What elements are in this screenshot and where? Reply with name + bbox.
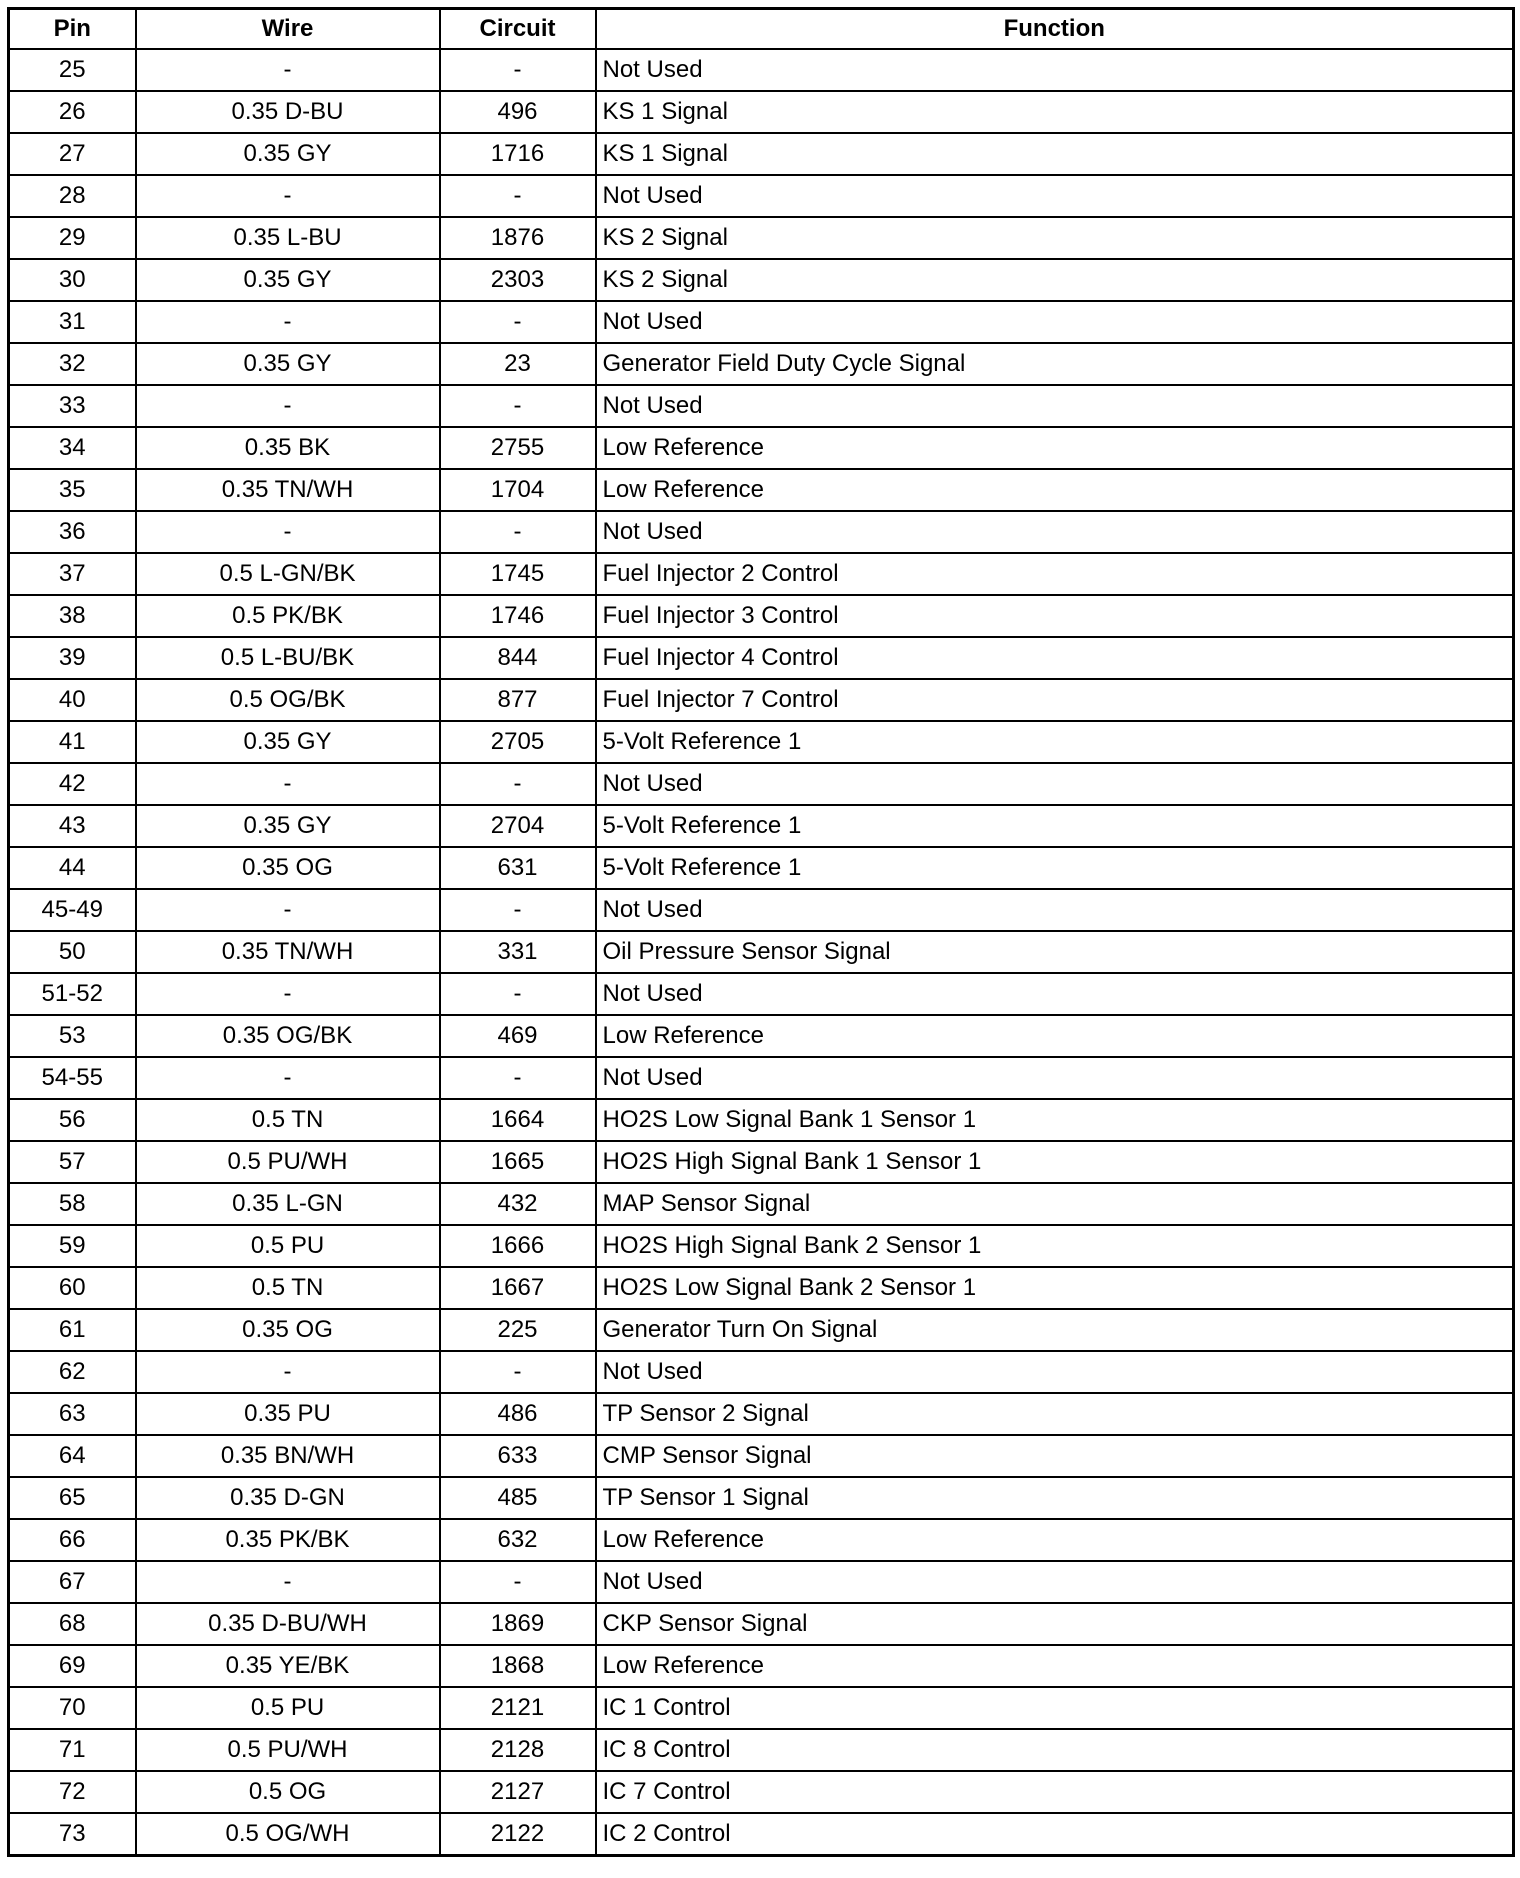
- cell-pin: 66: [9, 1519, 136, 1561]
- table-body: [9, 49, 1514, 1856]
- cell-pin: 62: [9, 1351, 136, 1393]
- cell-function: KS 2 Signal: [596, 259, 1514, 301]
- cell-function: TP Sensor 2 Signal: [596, 1393, 1514, 1435]
- table-row: [9, 973, 1514, 1015]
- header-function: Function: [596, 9, 1514, 50]
- cell-circuit: -: [440, 763, 596, 805]
- table-row: [9, 1477, 1514, 1519]
- cell-wire: 0.5 OG/WH: [136, 1813, 440, 1856]
- table-row: [9, 1435, 1514, 1477]
- cell-pin: 68: [9, 1603, 136, 1645]
- cell-circuit: 1666: [440, 1225, 596, 1267]
- cell-function: Not Used: [596, 1351, 1514, 1393]
- cell-circuit: 2755: [440, 427, 596, 469]
- cell-function: IC 2 Control: [596, 1813, 1514, 1856]
- cell-wire: 0.35 GY: [136, 343, 440, 385]
- table-row: [9, 721, 1514, 763]
- cell-pin: 56: [9, 1099, 136, 1141]
- table-row: [9, 1183, 1514, 1225]
- cell-wire: -: [136, 763, 440, 805]
- cell-wire: -: [136, 385, 440, 427]
- cell-circuit: 432: [440, 1183, 596, 1225]
- table-row: [9, 637, 1514, 679]
- table-row: [9, 1015, 1514, 1057]
- cell-function: KS 2 Signal: [596, 217, 1514, 259]
- cell-wire: 0.35 D-BU: [136, 91, 440, 133]
- cell-wire: 0.35 TN/WH: [136, 469, 440, 511]
- cell-circuit: 632: [440, 1519, 596, 1561]
- cell-circuit: 331: [440, 931, 596, 973]
- cell-wire: 0.5 PU/WH: [136, 1141, 440, 1183]
- table-row: [9, 1603, 1514, 1645]
- cell-wire: 0.35 GY: [136, 805, 440, 847]
- cell-function: IC 1 Control: [596, 1687, 1514, 1729]
- cell-pin: 59: [9, 1225, 136, 1267]
- table-row: [9, 301, 1514, 343]
- cell-pin: 36: [9, 511, 136, 553]
- table-row: [9, 1225, 1514, 1267]
- cell-function: HO2S Low Signal Bank 2 Sensor 1: [596, 1267, 1514, 1309]
- cell-circuit: 2121: [440, 1687, 596, 1729]
- cell-wire: 0.35 YE/BK: [136, 1645, 440, 1687]
- cell-pin: 27: [9, 133, 136, 175]
- cell-wire: 0.5 PU: [136, 1687, 440, 1729]
- cell-wire: 0.5 L-BU/BK: [136, 637, 440, 679]
- cell-pin: 33: [9, 385, 136, 427]
- cell-pin: 31: [9, 301, 136, 343]
- cell-function: CMP Sensor Signal: [596, 1435, 1514, 1477]
- cell-function: Fuel Injector 3 Control: [596, 595, 1514, 637]
- cell-circuit: 1746: [440, 595, 596, 637]
- cell-pin: 30: [9, 259, 136, 301]
- cell-wire: 0.35 L-BU: [136, 217, 440, 259]
- cell-wire: 0.35 OG: [136, 1309, 440, 1351]
- cell-wire: 0.5 PU/WH: [136, 1729, 440, 1771]
- cell-wire: -: [136, 1561, 440, 1603]
- cell-function: IC 8 Control: [596, 1729, 1514, 1771]
- cell-pin: 67: [9, 1561, 136, 1603]
- cell-circuit: 2122: [440, 1813, 596, 1856]
- cell-circuit: 1704: [440, 469, 596, 511]
- cell-pin: 45-49: [9, 889, 136, 931]
- cell-circuit: 469: [440, 1015, 596, 1057]
- cell-wire: 0.35 GY: [136, 721, 440, 763]
- cell-circuit: 1868: [440, 1645, 596, 1687]
- table-row: [9, 847, 1514, 889]
- cell-pin: 37: [9, 553, 136, 595]
- cell-wire: -: [136, 1057, 440, 1099]
- cell-wire: -: [136, 511, 440, 553]
- cell-function: Low Reference: [596, 1519, 1514, 1561]
- cell-circuit: 486: [440, 1393, 596, 1435]
- cell-wire: 0.35 BK: [136, 427, 440, 469]
- cell-wire: 0.5 TN: [136, 1267, 440, 1309]
- cell-wire: -: [136, 973, 440, 1015]
- cell-wire: 0.5 OG: [136, 1771, 440, 1813]
- cell-wire: 0.35 OG/BK: [136, 1015, 440, 1057]
- cell-circuit: 1665: [440, 1141, 596, 1183]
- table-row: [9, 1645, 1514, 1687]
- table-row: [9, 133, 1514, 175]
- cell-wire: 0.35 PU: [136, 1393, 440, 1435]
- cell-pin: 70: [9, 1687, 136, 1729]
- table-row: [9, 217, 1514, 259]
- table-row: [9, 427, 1514, 469]
- cell-function: HO2S High Signal Bank 2 Sensor 1: [596, 1225, 1514, 1267]
- cell-pin: 53: [9, 1015, 136, 1057]
- cell-function: HO2S Low Signal Bank 1 Sensor 1: [596, 1099, 1514, 1141]
- cell-function: Not Used: [596, 1057, 1514, 1099]
- table-row: [9, 595, 1514, 637]
- cell-circuit: 23: [440, 343, 596, 385]
- cell-function: Not Used: [596, 1561, 1514, 1603]
- cell-circuit: -: [440, 175, 596, 217]
- cell-circuit: 2127: [440, 1771, 596, 1813]
- cell-pin: 42: [9, 763, 136, 805]
- header-wire: Wire: [136, 9, 440, 50]
- cell-function: 5-Volt Reference 1: [596, 805, 1514, 847]
- cell-circuit: -: [440, 511, 596, 553]
- cell-function: Not Used: [596, 511, 1514, 553]
- cell-wire: 0.35 OG: [136, 847, 440, 889]
- cell-circuit: 1745: [440, 553, 596, 595]
- table-row: [9, 1519, 1514, 1561]
- connector-pinout-document: [7, 7, 1512, 1857]
- table-row: [9, 1267, 1514, 1309]
- cell-function: Not Used: [596, 763, 1514, 805]
- cell-pin: 64: [9, 1435, 136, 1477]
- cell-circuit: -: [440, 973, 596, 1015]
- cell-wire: 0.5 L-GN/BK: [136, 553, 440, 595]
- cell-wire: -: [136, 175, 440, 217]
- cell-function: 5-Volt Reference 1: [596, 721, 1514, 763]
- table-row: [9, 1687, 1514, 1729]
- cell-pin: 34: [9, 427, 136, 469]
- table-row: [9, 511, 1514, 553]
- cell-pin: 35: [9, 469, 136, 511]
- cell-function: KS 1 Signal: [596, 91, 1514, 133]
- cell-circuit: -: [440, 385, 596, 427]
- table-row: [9, 931, 1514, 973]
- cell-circuit: -: [440, 301, 596, 343]
- table-header: [9, 9, 1514, 50]
- cell-function: HO2S High Signal Bank 1 Sensor 1: [596, 1141, 1514, 1183]
- cell-function: Not Used: [596, 49, 1514, 91]
- table-row: [9, 805, 1514, 847]
- cell-circuit: 1876: [440, 217, 596, 259]
- cell-function: Fuel Injector 2 Control: [596, 553, 1514, 595]
- cell-circuit: -: [440, 1561, 596, 1603]
- cell-circuit: 496: [440, 91, 596, 133]
- cell-pin: 25: [9, 49, 136, 91]
- cell-function: Low Reference: [596, 1015, 1514, 1057]
- cell-wire: 0.35 GY: [136, 133, 440, 175]
- table-row: [9, 1351, 1514, 1393]
- cell-pin: 54-55: [9, 1057, 136, 1099]
- cell-wire: -: [136, 1351, 440, 1393]
- header-circuit: Circuit: [440, 9, 596, 50]
- cell-circuit: 1869: [440, 1603, 596, 1645]
- table-row: [9, 1057, 1514, 1099]
- table-row: [9, 175, 1514, 217]
- header-pin: Pin: [9, 9, 136, 50]
- cell-circuit: 1664: [440, 1099, 596, 1141]
- cell-circuit: -: [440, 49, 596, 91]
- cell-function: Not Used: [596, 301, 1514, 343]
- cell-function: Low Reference: [596, 1645, 1514, 1687]
- cell-circuit: 844: [440, 637, 596, 679]
- cell-circuit: 2303: [440, 259, 596, 301]
- cell-pin: 39: [9, 637, 136, 679]
- table-row: [9, 1771, 1514, 1813]
- cell-wire: 0.5 PK/BK: [136, 595, 440, 637]
- cell-circuit: 225: [440, 1309, 596, 1351]
- cell-wire: 0.35 PK/BK: [136, 1519, 440, 1561]
- cell-function: Low Reference: [596, 427, 1514, 469]
- cell-circuit: 2705: [440, 721, 596, 763]
- cell-pin: 41: [9, 721, 136, 763]
- cell-circuit: 631: [440, 847, 596, 889]
- header-row: [9, 9, 1514, 50]
- cell-pin: 69: [9, 1645, 136, 1687]
- cell-circuit: 2704: [440, 805, 596, 847]
- cell-pin: 61: [9, 1309, 136, 1351]
- cell-function: Oil Pressure Sensor Signal: [596, 931, 1514, 973]
- table-row: [9, 1561, 1514, 1603]
- cell-pin: 26: [9, 91, 136, 133]
- cell-wire: 0.5 OG/BK: [136, 679, 440, 721]
- cell-pin: 32: [9, 343, 136, 385]
- table-row: [9, 1729, 1514, 1771]
- cell-function: Not Used: [596, 889, 1514, 931]
- cell-function: Generator Turn On Signal: [596, 1309, 1514, 1351]
- cell-circuit: 485: [440, 1477, 596, 1519]
- cell-function: IC 7 Control: [596, 1771, 1514, 1813]
- cell-wire: 0.5 PU: [136, 1225, 440, 1267]
- cell-function: Not Used: [596, 385, 1514, 427]
- cell-pin: 38: [9, 595, 136, 637]
- cell-function: Low Reference: [596, 469, 1514, 511]
- cell-circuit: -: [440, 1351, 596, 1393]
- cell-function: MAP Sensor Signal: [596, 1183, 1514, 1225]
- table-row: [9, 259, 1514, 301]
- cell-pin: 50: [9, 931, 136, 973]
- cell-function: TP Sensor 1 Signal: [596, 1477, 1514, 1519]
- cell-wire: 0.35 BN/WH: [136, 1435, 440, 1477]
- table-row: [9, 343, 1514, 385]
- table-row: [9, 1813, 1514, 1856]
- cell-circuit: -: [440, 1057, 596, 1099]
- table-row: [9, 1309, 1514, 1351]
- cell-wire: -: [136, 49, 440, 91]
- table-row: [9, 469, 1514, 511]
- table-row: [9, 679, 1514, 721]
- cell-pin: 28: [9, 175, 136, 217]
- cell-wire: 0.35 TN/WH: [136, 931, 440, 973]
- cell-pin: 58: [9, 1183, 136, 1225]
- pinout-table: [7, 7, 1515, 1857]
- table-row: [9, 91, 1514, 133]
- table-row: [9, 763, 1514, 805]
- cell-wire: 0.35 D-BU/WH: [136, 1603, 440, 1645]
- cell-pin: 60: [9, 1267, 136, 1309]
- cell-function: KS 1 Signal: [596, 133, 1514, 175]
- cell-wire: 0.35 GY: [136, 259, 440, 301]
- cell-pin: 65: [9, 1477, 136, 1519]
- cell-pin: 40: [9, 679, 136, 721]
- cell-circuit: 633: [440, 1435, 596, 1477]
- cell-function: 5-Volt Reference 1: [596, 847, 1514, 889]
- cell-wire: -: [136, 889, 440, 931]
- cell-function: Generator Field Duty Cycle Signal: [596, 343, 1514, 385]
- cell-wire: 0.35 L-GN: [136, 1183, 440, 1225]
- cell-circuit: 1716: [440, 133, 596, 175]
- cell-function: Fuel Injector 7 Control: [596, 679, 1514, 721]
- cell-wire: 0.5 TN: [136, 1099, 440, 1141]
- cell-circuit: 877: [440, 679, 596, 721]
- cell-pin: 71: [9, 1729, 136, 1771]
- table-row: [9, 1099, 1514, 1141]
- table-row: [9, 385, 1514, 427]
- cell-circuit: 2128: [440, 1729, 596, 1771]
- cell-function: CKP Sensor Signal: [596, 1603, 1514, 1645]
- cell-pin: 29: [9, 217, 136, 259]
- cell-pin: 57: [9, 1141, 136, 1183]
- cell-pin: 73: [9, 1813, 136, 1856]
- cell-pin: 72: [9, 1771, 136, 1813]
- table-row: [9, 553, 1514, 595]
- cell-function: Not Used: [596, 175, 1514, 217]
- table-row: [9, 1141, 1514, 1183]
- cell-pin: 43: [9, 805, 136, 847]
- cell-pin: 63: [9, 1393, 136, 1435]
- table-row: [9, 889, 1514, 931]
- table-row: [9, 1393, 1514, 1435]
- cell-wire: -: [136, 301, 440, 343]
- cell-wire: 0.35 D-GN: [136, 1477, 440, 1519]
- cell-circuit: -: [440, 889, 596, 931]
- table-row: [9, 49, 1514, 91]
- cell-pin: 44: [9, 847, 136, 889]
- cell-function: Fuel Injector 4 Control: [596, 637, 1514, 679]
- cell-pin: 51-52: [9, 973, 136, 1015]
- cell-circuit: 1667: [440, 1267, 596, 1309]
- cell-function: Not Used: [596, 973, 1514, 1015]
